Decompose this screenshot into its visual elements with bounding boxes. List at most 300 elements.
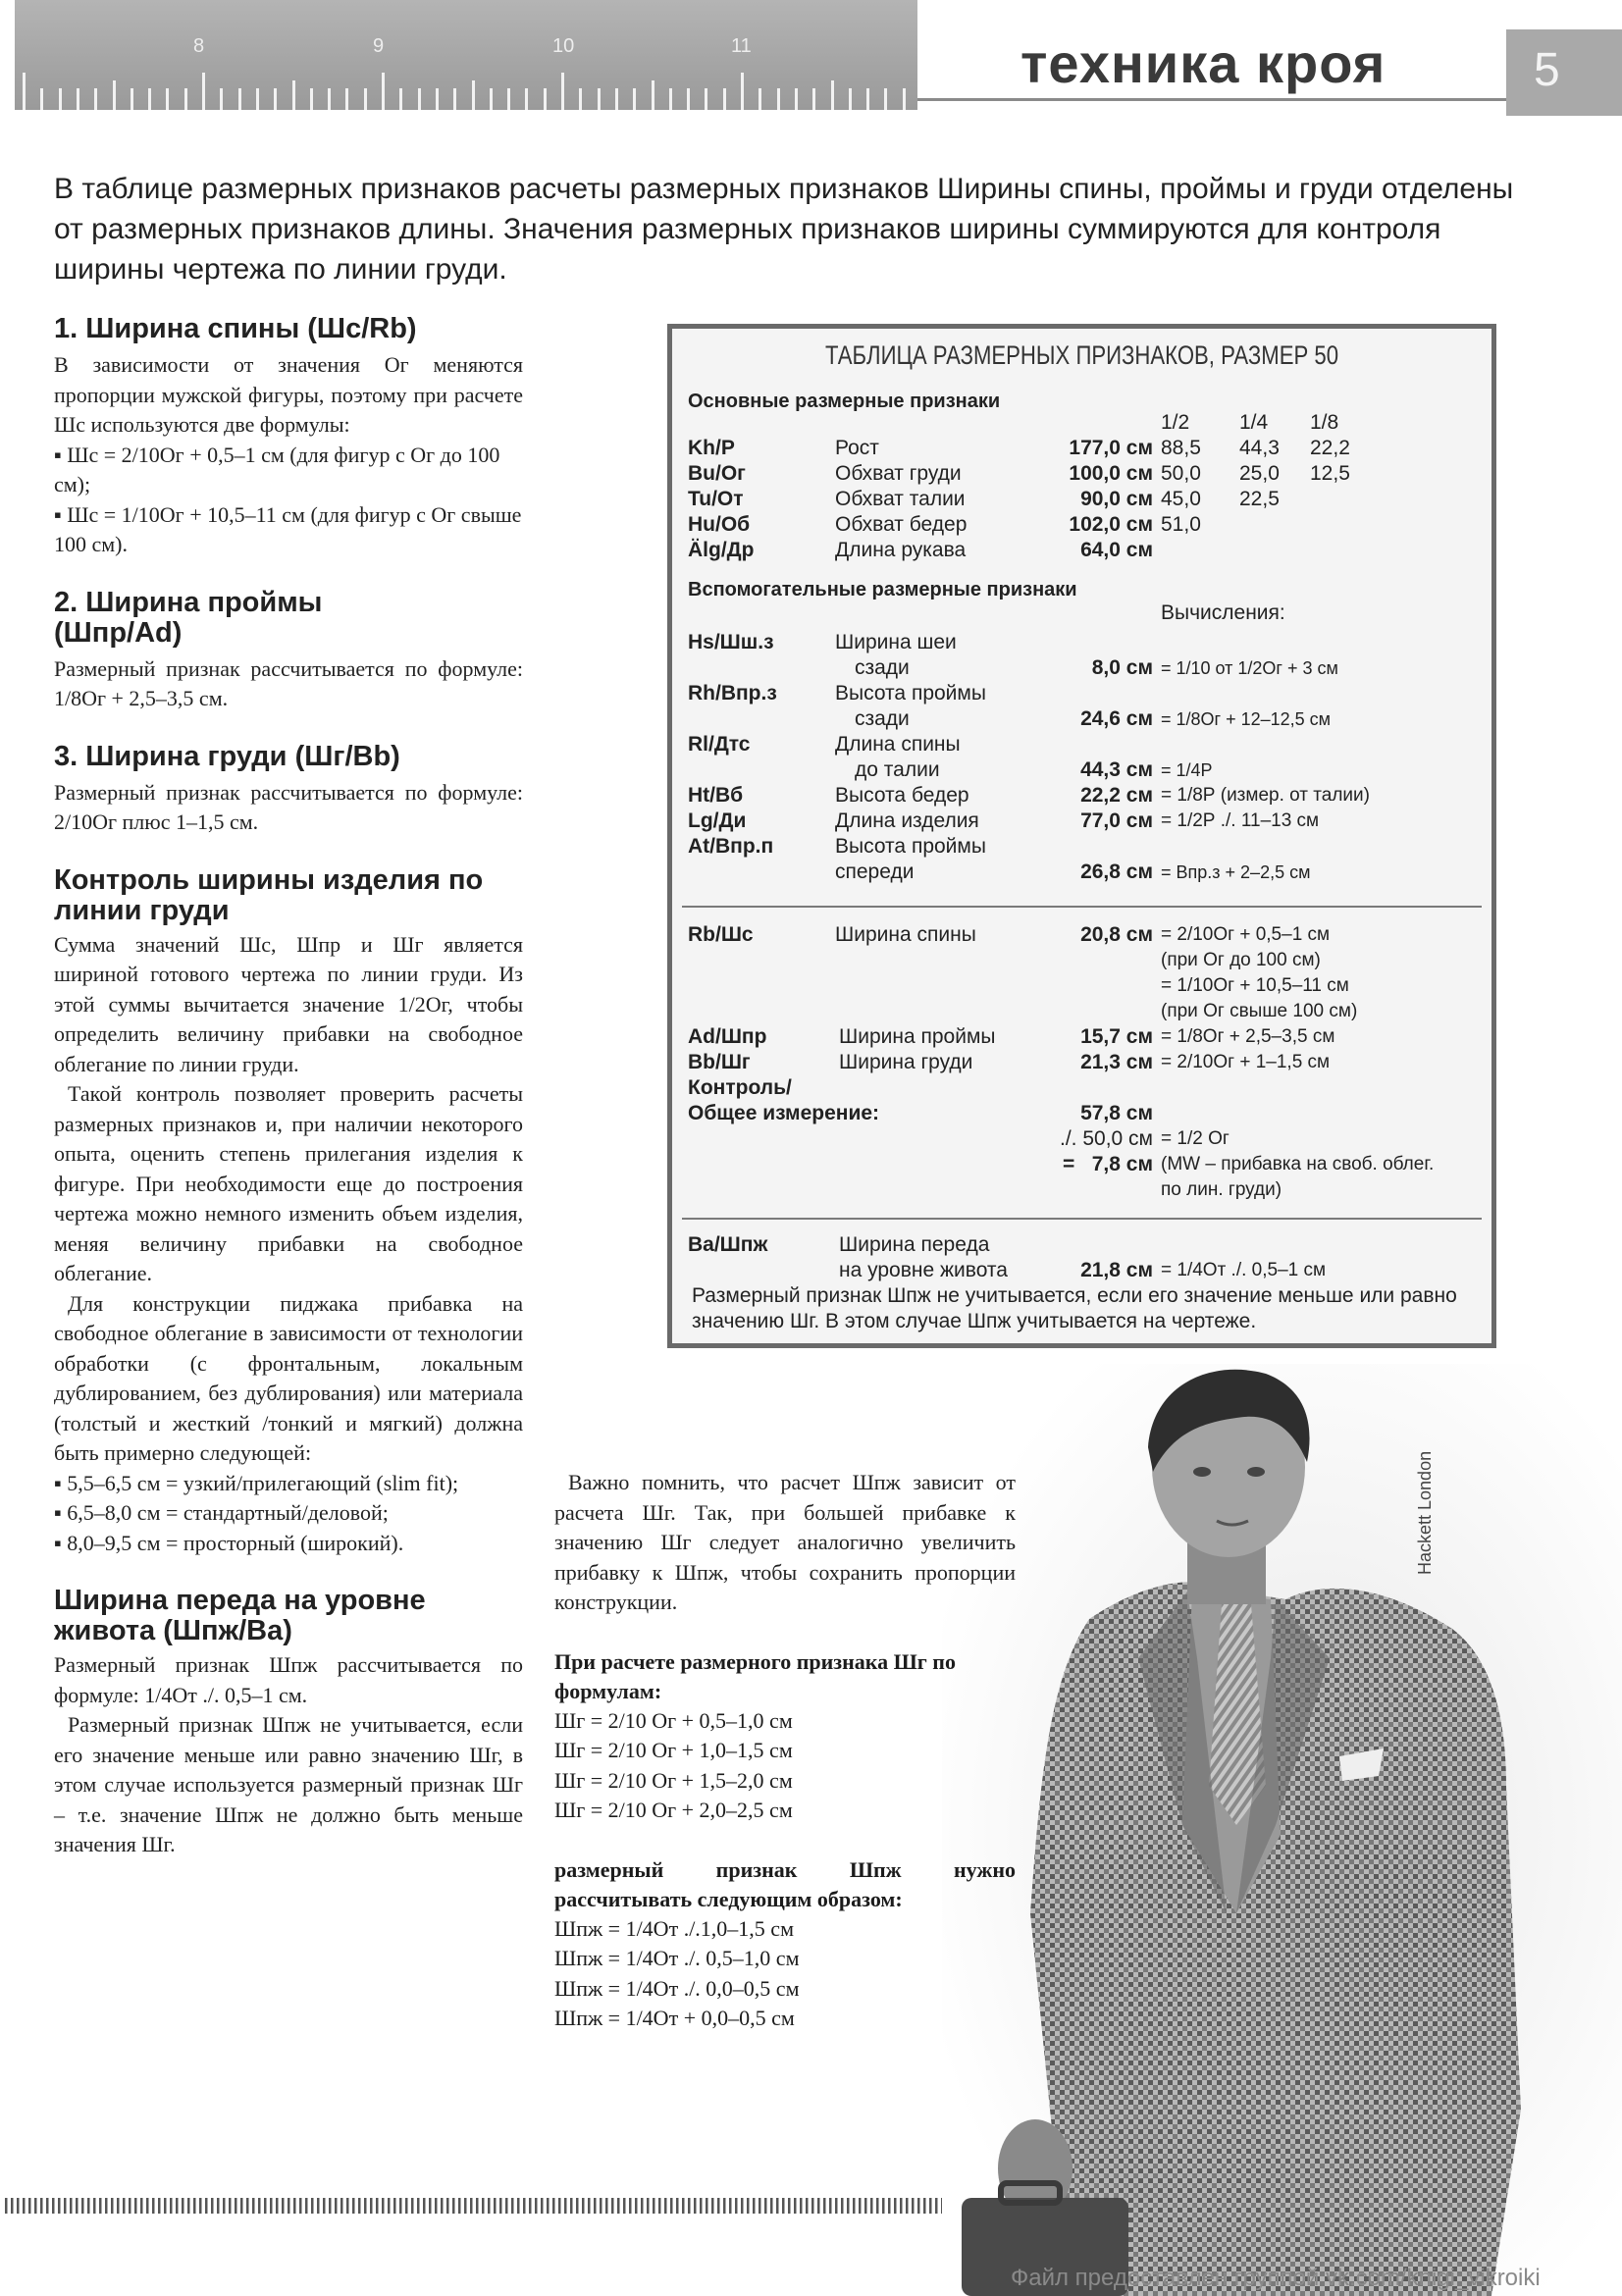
ruler-tick [453, 88, 456, 110]
barcode-bar [558, 2198, 561, 2214]
barcode-bar [870, 2198, 873, 2214]
barcode-bar [264, 2198, 267, 2214]
row-name: Рост [835, 437, 879, 459]
barcode-bar [458, 2198, 461, 2214]
row-value: 44,3 см [1080, 758, 1153, 781]
frac-header: 1/8 [1310, 411, 1339, 434]
row-calc: = 1/2 Ог [1161, 1128, 1230, 1149]
ruler-tick [40, 88, 43, 110]
barcode-bar [288, 2198, 290, 2214]
row-calc: = 1/2Р ./. 11–13 см [1161, 810, 1320, 831]
barcode-bar [806, 2198, 809, 2214]
barcode-bar [688, 2198, 691, 2214]
row-code: Hu/Об [688, 513, 751, 536]
barcode-bar [358, 2198, 361, 2214]
barcode-bar [653, 2198, 655, 2214]
barcode-bar [641, 2198, 644, 2214]
row-half: 51,0 [1161, 513, 1201, 536]
row-code: Bu/Ог [688, 462, 746, 485]
ruler-tick [472, 80, 475, 110]
barcode-bar [782, 2198, 785, 2214]
ruler-tick [705, 88, 707, 110]
barcode-bar [158, 2198, 161, 2214]
barcode-bar [429, 2198, 432, 2214]
ruler-tick [328, 88, 331, 110]
heading-front-width: Ширина переда на уровне живота (Шпж/Ba) [54, 1585, 426, 1646]
barcode-bar [723, 2198, 726, 2214]
ruler-tick [544, 88, 547, 110]
row-name: сзади [855, 707, 910, 730]
ruler-tick [490, 88, 493, 110]
row-name: Обхват бедер [835, 513, 968, 536]
barcode-bar [217, 2198, 220, 2214]
barcode-bar [405, 2198, 408, 2214]
barcode-bar [376, 2198, 379, 2214]
ruler-tick [148, 88, 151, 110]
barcode-bar [523, 2198, 526, 2214]
ruler-tick [723, 88, 726, 110]
barcode-bar [605, 2198, 608, 2214]
formula-line: Шпж = 1/4От ./. 0,5–1,0 см [554, 1946, 800, 1970]
barcode-bar [499, 2198, 502, 2214]
ruler-strip [15, 0, 917, 110]
barcode-bar [623, 2198, 626, 2214]
row-name: Высота проймы [835, 835, 986, 858]
ruler-tick [77, 88, 79, 110]
row-eighth: 12,5 [1310, 462, 1350, 485]
row-name: Обхват груди [835, 462, 962, 485]
barcode-bar [547, 2198, 549, 2214]
barcode-bar [694, 2198, 697, 2214]
barcode-bar [205, 2198, 208, 2214]
ruler-tick [166, 88, 169, 110]
barcode-bar [900, 2198, 903, 2214]
barcode-bar [541, 2198, 544, 2214]
barcode-bar [647, 2198, 650, 2214]
barcode-bar [382, 2198, 385, 2214]
formula-line: Шпж = 1/4От ./. 0,0–0,5 см [554, 1975, 800, 2001]
barcode-bar [393, 2198, 396, 2214]
barcode-bar [17, 2198, 20, 2214]
barcode-bar [187, 2198, 190, 2214]
barcode-bar [364, 2198, 367, 2214]
barcode-bar [888, 2198, 891, 2214]
barcode-bar [635, 2198, 638, 2214]
barcode-bar [76, 2198, 78, 2214]
barcode-bar [182, 2198, 184, 2214]
paragraph: Для конструкции пиджака прибавка на свободное облегание в зависимости от технологии обработки (с фронтальным, локальным дублированием, без дублирования) или материала (толстый и жесткий /тонкий и мягкий) должна быть примерно следующей: [54, 1290, 523, 1465]
barcode-bar [193, 2198, 196, 2214]
ruler-tick [94, 88, 97, 110]
barcode-bar [441, 2198, 444, 2214]
ruler-number: 11 [731, 35, 752, 57]
barcode-bar [535, 2198, 538, 2214]
barcode-bar [299, 2198, 302, 2214]
bullet: ▪ 8,0–9,5 см = просторный (широкий). [54, 1530, 404, 1555]
paragraph: Размерный признак Шпж рассчитывается по формуле: 1/4От ./. 0,5–1 см. [54, 1652, 523, 1707]
barcode-bar [93, 2198, 96, 2214]
barcode-bar [594, 2198, 597, 2214]
barcode-bar [140, 2198, 143, 2214]
barcode-bar [529, 2198, 532, 2214]
row-half: 45,0 [1161, 488, 1201, 510]
barcode-bar [923, 2198, 926, 2214]
barcode-bar [511, 2198, 514, 2214]
frac-header: 1/4 [1239, 411, 1269, 434]
barcode-bar [759, 2198, 761, 2214]
ruler-tick [525, 88, 528, 110]
formula-line: Шг = 2/10 Ог + 2,0–2,5 см [554, 1798, 793, 1822]
table-subheading: Вспомогательные размерные признаки [688, 579, 1077, 600]
row-code: Ba/Шпж [688, 1233, 768, 1256]
barcode-bar [399, 2198, 402, 2214]
barcode-bar [600, 2198, 602, 2214]
formula-line: Шг = 2/10 Ог + 0,5–1,0 см [554, 1707, 793, 1733]
row-calc: = 1/4От ./. 0,5–1 см [1161, 1260, 1327, 1280]
barcode-bar [311, 2198, 314, 2214]
row-code: Ad/Шпр [688, 1025, 767, 1048]
formula-line: Шпж = 1/4От ./.1,0–1,5 см [554, 1915, 794, 1941]
barcode-bar [58, 2198, 61, 2214]
row-code: At/Впр.п [688, 835, 774, 858]
row-name: Ширина спины [835, 923, 976, 946]
row-name: Ширина переда [839, 1233, 990, 1256]
ruler-tick [131, 88, 133, 110]
barcode-bar [664, 2198, 667, 2214]
barcode-bar [576, 2198, 579, 2214]
barcode-bar [240, 2198, 243, 2214]
frac-header: 1/2 [1161, 411, 1190, 434]
barcode-bar [435, 2198, 438, 2214]
barcode-bar [941, 2198, 942, 2214]
barcode-bar [81, 2198, 84, 2214]
ruler-tick [687, 88, 690, 110]
ruler-tick [23, 73, 26, 110]
barcode-bar [411, 2198, 414, 2214]
barcode-bar [199, 2198, 202, 2214]
row-value: 15,7 см [1080, 1025, 1153, 1048]
ruler-tick [399, 88, 402, 110]
row-calc: = 1/8Ог + 12–12,5 см [1161, 709, 1332, 729]
ruler-tick [866, 88, 869, 110]
barcode-bar [847, 2198, 850, 2214]
row-value: 64,0 см [1080, 539, 1153, 561]
paragraph: Сумма значений Шс, Шпр и Шг является шириной готового чертежа по линии груди. Из этой суммы вычитается значение 1/2Ог, чтобы определить величину прибавки на свободное облегание по линии груди. [54, 931, 523, 1076]
barcode-bar [335, 2198, 338, 2214]
barcode-bar [64, 2198, 67, 2214]
ruler-tick [292, 80, 295, 110]
heading-control: Контроль ширины изделия по линии груди [54, 863, 484, 926]
barcode-bar [52, 2198, 55, 2214]
row-value: 26,8 см [1080, 861, 1153, 883]
row-code: Älg/Др [688, 539, 755, 561]
row-calc: (при Ог свыше 100 см) [1161, 1001, 1358, 1021]
ruler-tick [418, 88, 421, 110]
section-title: техника кроя [1020, 32, 1387, 94]
page-number: 5 [1506, 29, 1622, 116]
barcode-bar [246, 2198, 249, 2214]
left-column [54, 314, 523, 1880]
ruler-tick [579, 88, 582, 110]
size-table [667, 324, 1496, 1348]
bullet: ▪ Шс = 2/10Ог + 0,5–1 см (для фигур с Ог до 100 см); [54, 442, 500, 496]
barcode-bar [629, 2198, 632, 2214]
barcode-bar [99, 2198, 102, 2214]
barcode-bar [488, 2198, 491, 2214]
paragraph: Важно помнить, что расчет Шпж зависит от расчета Шг. Так, при большей прибавке к значению Шг следует аналогично увеличить прибавку к Шпж, чтобы сохранить пропорции конструкции. [554, 1470, 1016, 1614]
ruler-tick [669, 88, 672, 110]
ruler-tick [436, 88, 439, 110]
paragraph: В зависимости от значения Ог меняются пропорции мужской фигуры, поэтому при расчете Шс используются две формулы: [54, 352, 523, 437]
row-calc: = 2/10Ог + 0,5–1 см [1161, 924, 1331, 945]
barcode-bar [111, 2198, 114, 2214]
ruler-tick [615, 88, 618, 110]
barcode-bar [894, 2198, 897, 2214]
row-value: 77,0 см [1080, 809, 1153, 832]
ruler-number: 9 [373, 35, 385, 57]
barcode-bar [223, 2198, 226, 2214]
barcode-bar [105, 2198, 108, 2214]
row-name: на уровне живота [839, 1259, 1008, 1281]
row-value: 20,8 см [1080, 923, 1153, 946]
barcode-bar [470, 2198, 473, 2214]
barcode-bar [829, 2198, 832, 2214]
ruler-tick [238, 88, 241, 110]
barcode-bar [747, 2198, 750, 2214]
barcode-bar [464, 2198, 467, 2214]
ruler-tick [59, 88, 62, 110]
barcode-bar [706, 2198, 708, 2214]
row-quarter: 25,0 [1239, 462, 1280, 485]
model-photo [942, 1364, 1622, 2296]
row-code: Kh/P [688, 437, 735, 459]
barcode-bar [146, 2198, 149, 2214]
barcode-bar [764, 2198, 767, 2214]
barcode-bar [670, 2198, 673, 2214]
row-name: Длина спины [835, 733, 961, 756]
row-calc: по лин. груди) [1161, 1179, 1282, 1200]
photo-credit: Hackett London [1415, 1450, 1435, 1575]
row-code: Hs/Шш.з [688, 631, 774, 653]
ruler-number: 10 [552, 35, 575, 57]
row-code: Rh/Впр.з [688, 682, 777, 704]
barcode-bar [682, 2198, 685, 2214]
barcode-bar [882, 2198, 885, 2214]
row-value: 57,8 см [1080, 1102, 1153, 1124]
ruler-tick [812, 88, 815, 110]
barcode-bar [912, 2198, 915, 2214]
barcode-bar [729, 2198, 732, 2214]
barcode-bar [370, 2198, 373, 2214]
row-code: Bb/Шг [688, 1051, 751, 1073]
row-value: 21,3 см [1080, 1051, 1153, 1073]
row-name: Ширина груди [839, 1051, 973, 1073]
heading-armhole-width: 2. Ширина проймы (Шпр/Ad) [54, 586, 323, 649]
barcode-bar [588, 2198, 591, 2214]
barcode-bar [293, 2198, 296, 2214]
barcode-bar [423, 2198, 426, 2214]
barcode-bar [323, 2198, 326, 2214]
row-calc: = 2/10Ог + 1–1,5 см [1161, 1052, 1331, 1072]
barcode-bar [340, 2198, 343, 2214]
row-calc: (при Ог до 100 см) [1161, 950, 1321, 970]
row-value: 22,2 см [1080, 784, 1153, 807]
barcode-bar [935, 2198, 938, 2214]
row-calc: = 1/4Р [1161, 760, 1213, 780]
barcode-bar [817, 2198, 820, 2214]
barcode-bar [776, 2198, 779, 2214]
barcode-bar [864, 2198, 867, 2214]
row-calc: = 1/10 от 1/2Ог + 3 см [1161, 658, 1338, 678]
heading-back-width: 1. Ширина спины (Шс/Rb) [54, 313, 417, 344]
middle-column [554, 1468, 1016, 2034]
barcode-bar [152, 2198, 155, 2214]
barcode-bar [906, 2198, 909, 2214]
barcode-bar [5, 2198, 8, 2214]
barcode-bar [700, 2198, 703, 2214]
row-calc: = Впр.з + 2–2,5 см [1161, 862, 1311, 882]
row-value: 8,0 см [1091, 656, 1153, 679]
row-name: Длина рукава [835, 539, 967, 561]
barcode-bar [282, 2198, 285, 2214]
barcode-bar [835, 2198, 838, 2214]
ruler-tick [884, 88, 887, 110]
row-name: Обхват талии [835, 488, 966, 510]
ruler-tick [598, 88, 601, 110]
row-calc: (MW – прибавка на своб. облег. [1161, 1154, 1435, 1174]
ruler-tick [741, 73, 744, 110]
row-name: Высота бедер [835, 784, 969, 807]
barcode-bar [859, 2198, 862, 2214]
barcode-bar [229, 2198, 232, 2214]
row-name: спереди [835, 861, 915, 883]
barcode-bar [929, 2198, 932, 2214]
barcode-bar [317, 2198, 320, 2214]
formula-heading: размерный признак Шпж нужно рассчитывать следующим образом: [554, 1856, 1016, 1911]
row-value: 24,6 см [1080, 707, 1153, 730]
table-subheading: Основные размерные признаки [688, 391, 1001, 412]
ruler-tick [382, 73, 385, 110]
barcode-bar [176, 2198, 179, 2214]
barcode-bar [611, 2198, 614, 2214]
barcode-bar [211, 2198, 214, 2214]
ruler-number: 8 [193, 35, 205, 57]
row-calc: = 1/8Ог + 2,5–3,5 см [1161, 1026, 1335, 1047]
paragraph: Размерный признак Шпж не учитывается, если его значение меньше или равно значению Шг, в этом случае используется размерный признак Шг – т.е. значение Шпж не должно быть меньше значения Шг. [54, 1712, 523, 1856]
row-name: Высота проймы [835, 682, 986, 704]
calc-header: Вычисления: [1161, 601, 1285, 624]
barcode-bar [346, 2198, 349, 2214]
barcode-bar [552, 2198, 555, 2214]
row-name: до талии [855, 758, 940, 781]
row-name: Ширина шеи [835, 631, 957, 653]
row-value: 100,0 см [1069, 462, 1153, 485]
table-note: Размерный признак Шпж не учитывается, если его значение меньше или равно значению Шг. В этом случае Шпж учитывается на чертеже. [692, 1284, 1457, 1332]
row-half: 88,5 [1161, 437, 1201, 459]
barcode-bar [34, 2198, 37, 2214]
barcode-bar [517, 2198, 520, 2214]
bullet: ▪ 5,5–6,5 см = узкий/прилегающий (slim fit); [54, 1470, 459, 1495]
row-value: 21,8 см [1080, 1259, 1153, 1281]
ruler-tick [652, 80, 654, 110]
barcode-bar [564, 2198, 567, 2214]
barcode-bar [129, 2198, 131, 2214]
row-name: Ширина проймы [839, 1025, 996, 1048]
barcode-bar [658, 2198, 661, 2214]
row-name: Длина изделия [835, 809, 979, 832]
barcode-bar [823, 2198, 826, 2214]
barcode-bar [853, 2198, 856, 2214]
barcode-bar [117, 2198, 120, 2214]
barcode-bar [676, 2198, 679, 2214]
barcode-bar [11, 2198, 14, 2214]
paragraph: Такой контроль позволяет проверить расчеты размерных признаков и, при наличии некоторого опыта, оценить степень прилегания изделия к фигуре. При необходимости еще до построения чертежа можно немного изменить объем изделия, меняя величину прибавки на свободное облегание. [54, 1081, 523, 1285]
barcode-bar [841, 2198, 844, 2214]
row-quarter: 44,3 [1239, 437, 1280, 459]
barcode-bar [170, 2198, 173, 2214]
ruler-tick [202, 73, 205, 110]
row-code: Lg/Ди [688, 809, 747, 832]
table-title: ТАБЛИЦА РАЗМЕРНЫХ ПРИЗНАКОВ, РАЗМЕР 50 [824, 340, 1339, 370]
barcode-bar [917, 2198, 920, 2214]
barcode-bar [305, 2198, 308, 2214]
barcode-bar [123, 2198, 126, 2214]
ruler-tick [274, 88, 277, 110]
ruler-tick [220, 88, 223, 110]
barcode-bar [741, 2198, 744, 2214]
heading-chest-width: 3. Ширина груди (Шг/Bb) [54, 740, 400, 772]
row-calc: = 1/10Ог + 10,5–11 см [1161, 975, 1349, 996]
barcode-bar [388, 2198, 391, 2214]
formula-line: Шг = 2/10 Ог + 1,0–1,5 см [554, 1738, 793, 1762]
barcode-bar [87, 2198, 90, 2214]
row-code: Контроль/ [688, 1076, 792, 1099]
paragraph: Размерный признак рассчитывается по формуле: 2/10Ог плюс 1–1,5 см. [54, 779, 523, 834]
row-value: 177,0 см [1069, 437, 1153, 459]
barcode-bar [582, 2198, 585, 2214]
barcode-bar [717, 2198, 720, 2214]
barcode-bar [40, 2198, 43, 2214]
footer-barcode [5, 2198, 942, 2214]
barcode-bar [352, 2198, 355, 2214]
barcode-bar [505, 2198, 508, 2214]
row-eighth: 22,2 [1310, 437, 1350, 459]
barcode-bar [329, 2198, 332, 2214]
row-code: Tu/От [688, 488, 744, 510]
barcode-bar [482, 2198, 485, 2214]
barcode-bar [23, 2198, 26, 2214]
barcode-bar [134, 2198, 137, 2214]
row-name: сзади [855, 656, 910, 679]
row-code: Rl/Дтс [688, 733, 751, 756]
formula-heading: При расчете размерного признака Шг по формулам: [554, 1648, 956, 1703]
ruler-tick [256, 88, 259, 110]
header-rule [917, 98, 1521, 101]
ruler-tick [759, 88, 761, 110]
ruler-tick [184, 88, 187, 110]
table-divider [682, 906, 1482, 908]
barcode-bar [258, 2198, 261, 2214]
barcode-bar [617, 2198, 620, 2214]
ruler-tick [903, 88, 906, 110]
ruler-tick [507, 88, 510, 110]
ruler-tick [113, 80, 116, 110]
barcode-bar [276, 2198, 279, 2214]
barcode-bar [164, 2198, 167, 2214]
ruler-tick [345, 88, 348, 110]
barcode-bar [446, 2198, 449, 2214]
ruler-tick [831, 80, 834, 110]
